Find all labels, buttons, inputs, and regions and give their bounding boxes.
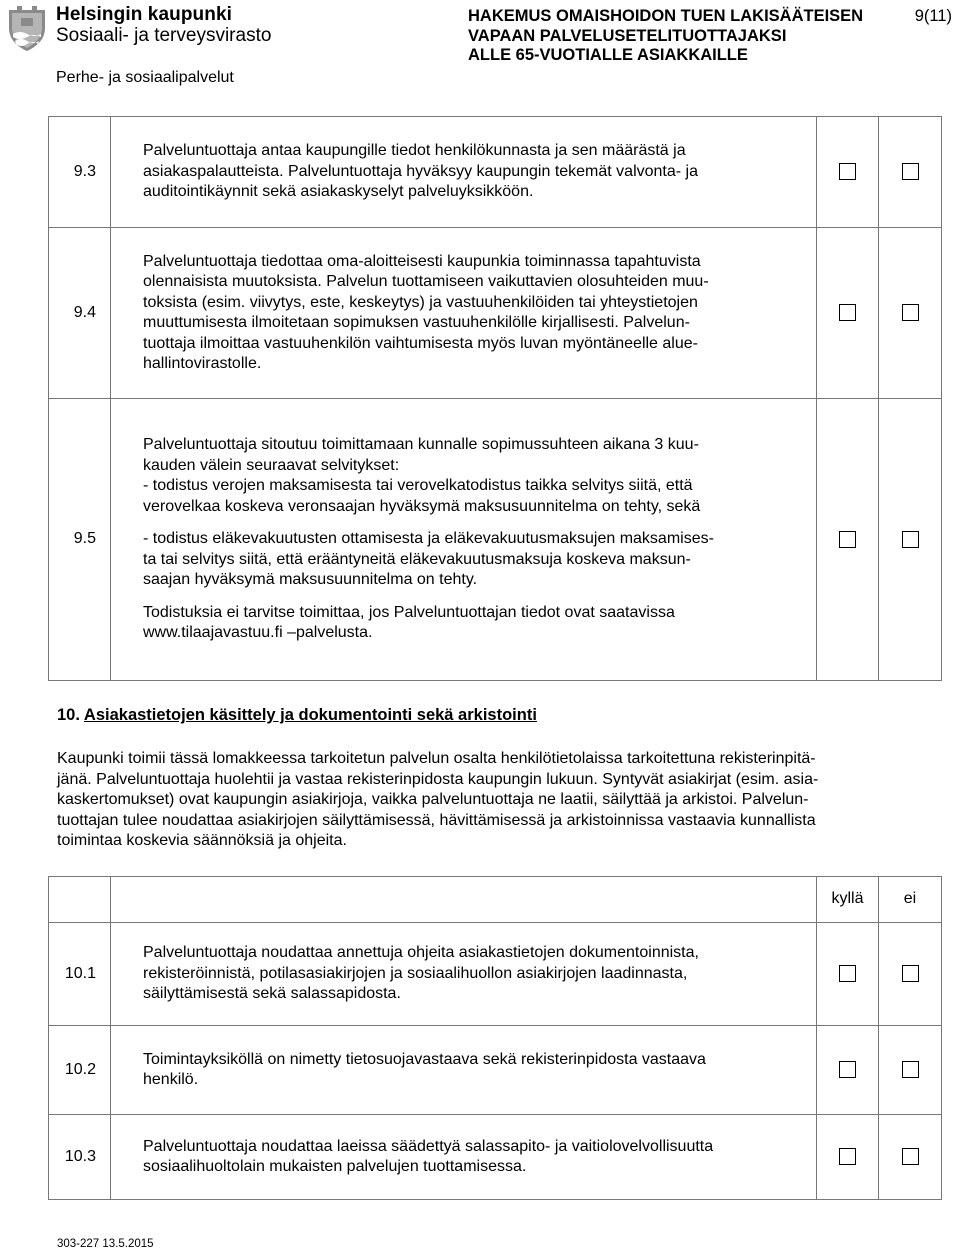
- requirements-table-9: [48, 116, 942, 681]
- text-line: verovelkaa koskeva veronsaajan hyväksymä maksusuunnitelma on tehty, sekä: [143, 497, 701, 515]
- text-line: toimintaa koskevia säännöksiä ja ohjeita.: [57, 832, 347, 849]
- text-line: olennaisista muutoksista. Palvelun tuottamiseen vaikuttavien olosuhteiden muu-: [143, 273, 709, 290]
- page-number: 9(11): [914, 7, 952, 25]
- item-text: [111, 228, 817, 399]
- text-line: tuottajan tulee noudattaa asiakirjojen säilyttämisessä, hävittämisessä ja arkistoinnissa vastaavia kunnallista: [57, 811, 816, 829]
- helsinki-coat-of-arms-logo: [6, 4, 48, 52]
- text-line: ta tai selvitys siitä, että erääntyneitä eläkevakuutusmaksuja koskeva maksun-: [143, 550, 691, 568]
- no-checkbox[interactable]: [902, 531, 919, 548]
- yes-checkbox[interactable]: [839, 1061, 856, 1078]
- text-line: Toimintayksiköllä on nimetty tietosuojavastaava sekä rekisterinpidosta vastaava: [143, 1050, 706, 1068]
- item-text: [111, 399, 817, 681]
- text-line: henkilö.: [143, 1071, 199, 1088]
- table-row-9-3: [49, 117, 942, 228]
- no-checkbox[interactable]: [902, 1061, 919, 1078]
- yes-checkbox[interactable]: [839, 163, 856, 180]
- department-name: Perhe- ja sosiaalipalvelut: [56, 69, 234, 86]
- no-checkbox[interactable]: [902, 965, 919, 982]
- text-line: kauden välein seuraavat selvitykset:: [143, 456, 400, 474]
- yes-checkbox[interactable]: [839, 531, 856, 548]
- item-number: 9.4: [49, 228, 111, 399]
- text-line: - todistus verojen maksamisesta tai verovelkatodistus taikka selvitys siitä, että: [143, 477, 693, 495]
- text-line: kaskertomukset) ovat kaupungin asiakirjoja, vaikka palveluntuottaja ne laatii, säilyttää ja arkistoi. Palvelun-: [57, 791, 809, 808]
- text-line: rekisteröinnistä, potilasasiakirjojen ja sosiaalihuollon asiakirjojen laadinnasta,: [143, 964, 688, 982]
- text-line: säilyttämisestä sekä salassapidosta.: [143, 985, 401, 1003]
- text-line: saajan hyväksymä maksusuunnitelma on tehty.: [143, 571, 478, 589]
- column-header-yes: kyllä: [817, 877, 879, 923]
- text-line: Palveluntuottaja tiedottaa oma-aloitteisesti kaupunkia toiminnassa tapahtuvista: [143, 252, 701, 270]
- column-header-no: ei: [879, 877, 942, 923]
- item-text: [111, 117, 817, 228]
- text-line: toksista (esim. viivytys, este, keskeytys) ja vastuuhenkilöiden tai yhteystietojen: [143, 293, 698, 311]
- section-number: 10.: [57, 706, 80, 724]
- organization-name: Helsingin kaupunki: [56, 4, 232, 25]
- text-line: www.tilaajavastuu.fi –palvelusta.: [143, 624, 373, 642]
- text-line: Palveluntuottaja sitoutuu toimittamaan kunnalle sopimussuhteen aikana 3 kuu-: [143, 436, 699, 454]
- document-title-line: HAKEMUS OMAISHOIDON TUEN LAKISÄÄTEISEN: [468, 7, 864, 25]
- text-line: Kaupunki toimii tässä lomakkeessa tarkoitetun palvelun osalta henkilötietolaissa tarkoitettuna rekisterinpitä-: [57, 750, 816, 767]
- no-checkbox[interactable]: [902, 1148, 919, 1165]
- item-number: 9.3: [49, 117, 111, 228]
- item-text: [111, 1026, 817, 1115]
- item-number: 9.5: [49, 399, 111, 681]
- footer-form-code: 303-227 13.5.2015: [57, 1238, 154, 1250]
- section-paragraph: [57, 749, 937, 852]
- requirements-table-10: [48, 876, 942, 1200]
- table-row-10-2: [49, 1026, 942, 1115]
- item-text: [111, 923, 817, 1026]
- text-line: muuttumisesta ilmoitetaan sopimuksen vastuuhenkilölle kirjallisesti. Palvelun-: [143, 314, 690, 331]
- document-title-line: VAPAAN PALVELUSETELITUOTTAJAKSI: [468, 26, 787, 45]
- yes-checkbox[interactable]: [839, 965, 856, 982]
- document-title-line: ALLE 65-VUOTIALLE ASIAKKAILLE: [468, 46, 748, 64]
- text-line: Palveluntuottaja antaa kaupungille tiedot henkilökunnasta ja sen määrästä ja: [143, 142, 686, 160]
- section-heading: [57, 706, 537, 725]
- organization-department: Sosiaali- ja terveysvirasto: [56, 25, 272, 46]
- table-row-10-1: [49, 923, 942, 1026]
- yes-checkbox[interactable]: [839, 1148, 856, 1165]
- text-line: asiakaspalautteista. Palveluntuottaja hyväksyy kaupungin tekemät valvonta- ja: [143, 162, 698, 180]
- text-line: - todistus eläkevakuutusten ottamisesta ja eläkevakuutusmaksujen maksamises-: [143, 530, 714, 548]
- item-text: [111, 1115, 817, 1200]
- item-number: 10.1: [49, 923, 111, 1026]
- table-row-9-4: [49, 228, 942, 399]
- text-line: sosiaalihuoltolain mukaisten palvelujen tuottamisessa.: [143, 1158, 527, 1175]
- text-line: tuottaja ilmoittaa vastuuhenkilön vaihtumisesta myös luvan myöntäneelle alue-: [143, 334, 698, 352]
- section-title: Asiakastietojen käsittely ja dokumentointi sekä arkistointi: [83, 706, 537, 724]
- text-line: auditointikäynnit sekä asiakaskyselyt palveluyksikköön.: [143, 183, 534, 201]
- item-number: 10.2: [49, 1026, 111, 1115]
- document-title: [468, 7, 863, 66]
- item-number: 10.3: [49, 1115, 111, 1200]
- text-line: jänä. Palveluntuottaja huolehtii ja vastaa rekisterinpidosta kaupungin lukuun. Syntyvät asiakirjat (esim. asia-: [57, 770, 819, 788]
- text-line: Palveluntuottaja noudattaa annettuja ohjeita asiakastietojen dokumentoinnista,: [143, 944, 699, 962]
- text-line: hallintovirastolle.: [143, 355, 262, 372]
- table-header-row: [49, 877, 942, 923]
- text-line: Todistuksia ei tarvitse toimittaa, jos Palveluntuottajan tiedot ovat saatavissa: [143, 603, 675, 621]
- no-checkbox[interactable]: [902, 163, 919, 180]
- yes-checkbox[interactable]: [839, 304, 856, 321]
- no-checkbox[interactable]: [902, 304, 919, 321]
- table-row-10-3: [49, 1115, 942, 1200]
- text-line: Palveluntuottaja noudattaa laeissa säädettyä salassapito- ja vaitiolovelvollisuutta: [143, 1137, 714, 1155]
- table-row-9-5: [49, 399, 942, 681]
